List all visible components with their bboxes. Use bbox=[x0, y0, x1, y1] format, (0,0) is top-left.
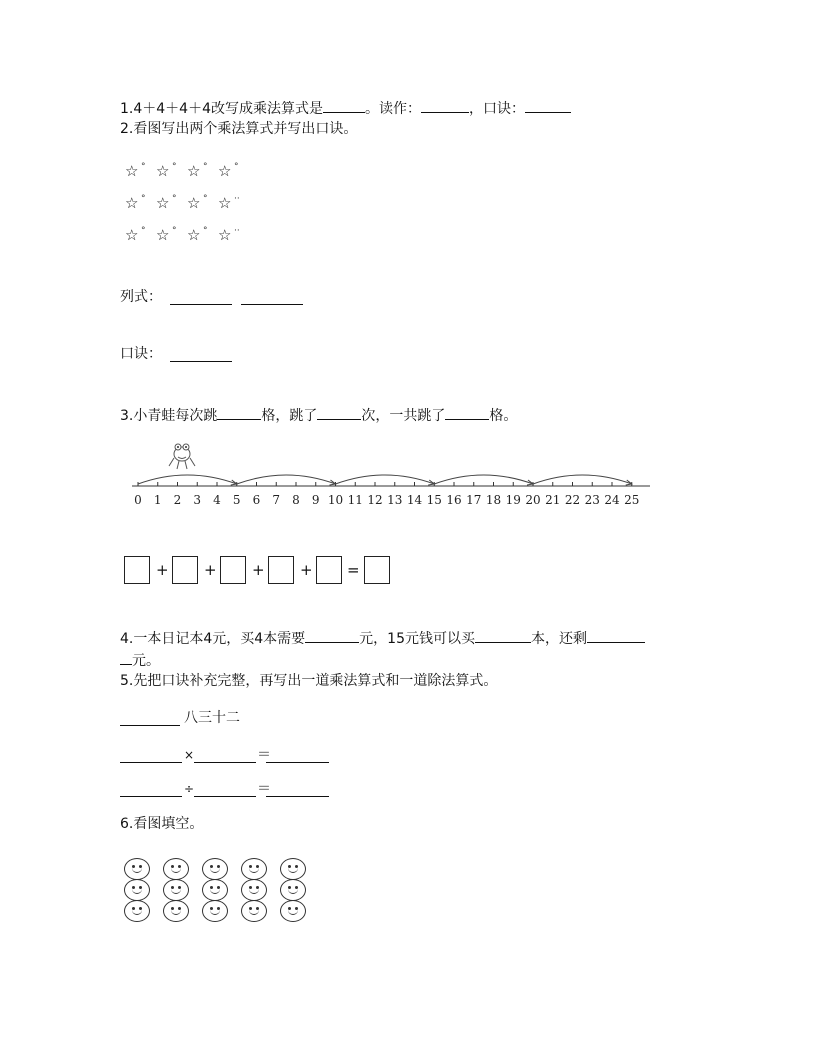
q3-part3: 次，一共跳了 bbox=[361, 408, 446, 424]
q3-part1: 3.小青蛙每次跳 bbox=[120, 408, 218, 424]
number-line-label: 0 bbox=[134, 493, 142, 507]
q3-blank-step[interactable] bbox=[217, 405, 261, 420]
number-line-label: 5 bbox=[232, 493, 241, 507]
q4-blank-remain-cont[interactable] bbox=[120, 650, 132, 665]
q2-formula-label: 列式： bbox=[120, 289, 162, 305]
q2-formula-blank-1[interactable] bbox=[170, 304, 232, 305]
q4-part3: 本，还剩 bbox=[531, 631, 587, 647]
q5-mul-blank-3[interactable] bbox=[266, 762, 329, 763]
q3-part2: 格，跳了 bbox=[261, 408, 318, 424]
star-icon: ☆ bbox=[156, 162, 170, 180]
answer-box[interactable] bbox=[124, 556, 150, 584]
q4-part2: 元，15元钱可以买 bbox=[359, 631, 475, 647]
number-line-label: 12 bbox=[367, 493, 383, 507]
q5-mul-eq: ＝ bbox=[257, 747, 271, 763]
q5-div-eq: ＝ bbox=[257, 781, 271, 797]
dot-mark: ·· bbox=[234, 226, 240, 236]
smiley-face-icon bbox=[202, 879, 228, 901]
smiley-face-icon bbox=[163, 858, 189, 880]
q5-mul-blank-2[interactable] bbox=[194, 762, 256, 763]
q5-div-sign: ÷ bbox=[184, 782, 195, 796]
smiley-face-icon bbox=[280, 900, 306, 922]
smiley-face-icon bbox=[124, 858, 150, 880]
smiley-face-icon bbox=[124, 900, 150, 922]
star-icon: ☆ bbox=[218, 194, 232, 212]
q3-part4: 格。 bbox=[489, 408, 518, 424]
star-icon: ☆ bbox=[187, 194, 201, 212]
dot-mark: ° bbox=[172, 226, 177, 236]
jump-arc bbox=[138, 475, 237, 484]
q5-mul-sign: × bbox=[184, 748, 195, 762]
dot-mark: ° bbox=[141, 226, 146, 236]
q3-number-line bbox=[120, 440, 660, 515]
jump-arc bbox=[533, 475, 632, 484]
answer-box[interactable] bbox=[364, 556, 390, 584]
dot-mark: ° bbox=[203, 226, 208, 236]
q1-read-label: 。读作： bbox=[365, 101, 421, 117]
number-line-label: 23 bbox=[584, 493, 600, 507]
q1-prefix: 1.4＋4＋4＋4改写成乘法算式是 bbox=[120, 101, 323, 117]
smiley-face-icon bbox=[163, 879, 189, 901]
star-icon: ☆ bbox=[218, 162, 232, 180]
number-line-label: 1 bbox=[153, 493, 162, 507]
jump-arc bbox=[336, 475, 435, 484]
smiley-face-icon bbox=[202, 858, 228, 880]
q2-title: 2.看图写出两个乘法算式并写出口诀。 bbox=[120, 121, 358, 137]
smiley-face-icon bbox=[241, 879, 267, 901]
smiley-face-icon bbox=[280, 858, 306, 880]
number-line-label: 24 bbox=[604, 493, 620, 507]
q4-line bbox=[120, 628, 645, 648]
plus-sign: + bbox=[300, 561, 313, 579]
smiley-face-icon bbox=[124, 879, 150, 901]
q4-blank-count[interactable] bbox=[475, 628, 531, 643]
star-icon: ☆ bbox=[125, 226, 139, 244]
number-line-label: 15 bbox=[426, 493, 442, 507]
star-icon: ☆ bbox=[156, 226, 170, 244]
plus-sign: + bbox=[252, 561, 265, 579]
star-icon: ☆ bbox=[156, 194, 170, 212]
q6-title: 6.看图填空。 bbox=[120, 816, 204, 832]
jump-arc bbox=[434, 475, 533, 484]
number-line-label: 14 bbox=[406, 493, 423, 507]
smiley-face-icon bbox=[280, 879, 306, 901]
number-line-label: 19 bbox=[505, 493, 521, 507]
answer-box[interactable] bbox=[172, 556, 198, 584]
number-line-label: 4 bbox=[213, 493, 221, 507]
q4-part4: 元。 bbox=[132, 653, 160, 669]
plus-sign: + bbox=[204, 561, 217, 579]
answer-box[interactable] bbox=[268, 556, 294, 584]
answer-box[interactable] bbox=[220, 556, 246, 584]
number-line-label: 11 bbox=[347, 493, 363, 507]
number-line-label: 3 bbox=[193, 493, 202, 507]
q2-rhyme-label: 口诀： bbox=[120, 346, 162, 362]
q1-answer-blank-read[interactable] bbox=[421, 98, 469, 113]
star-icon: ☆ bbox=[187, 162, 201, 180]
dot-mark: ° bbox=[172, 194, 177, 204]
q5-mul-blank-1[interactable] bbox=[120, 762, 182, 763]
q1-line bbox=[120, 98, 571, 118]
jump-arc bbox=[237, 475, 336, 484]
number-line-label: 2 bbox=[173, 493, 182, 507]
q2-formula-blank-2[interactable] bbox=[241, 304, 303, 305]
dot-mark: ° bbox=[141, 194, 146, 204]
smiley-face-icon bbox=[241, 900, 267, 922]
q5-div-blank-3[interactable] bbox=[266, 796, 329, 797]
q2-rhyme-blank[interactable] bbox=[170, 361, 232, 362]
star-icon: ☆ bbox=[218, 226, 232, 244]
q4-blank-cost[interactable] bbox=[305, 628, 359, 643]
star-icon: ☆ bbox=[125, 194, 139, 212]
number-line-label: 22 bbox=[564, 493, 581, 507]
q5-rhyme-blank[interactable] bbox=[120, 725, 180, 726]
equals-sign: = bbox=[347, 561, 360, 579]
q4-line-2 bbox=[120, 650, 160, 670]
number-line-label: 25 bbox=[624, 493, 640, 507]
q1-answer-blank-rhyme[interactable] bbox=[525, 98, 571, 113]
number-line-label: 20 bbox=[525, 493, 541, 507]
smiley-face-icon bbox=[163, 900, 189, 922]
q4-part1: 4.一本日记本4元，买4本需要 bbox=[120, 631, 306, 647]
dot-mark: ° bbox=[141, 162, 146, 172]
q3-blank-total[interactable] bbox=[445, 405, 489, 420]
star-icon: ☆ bbox=[125, 162, 139, 180]
plus-sign: + bbox=[156, 561, 169, 579]
number-line-label: 9 bbox=[311, 493, 320, 507]
answer-box[interactable] bbox=[316, 556, 342, 584]
frog-icon bbox=[169, 444, 195, 469]
q1-rhyme-label: ，口诀： bbox=[469, 101, 525, 117]
number-line-label: 10 bbox=[327, 493, 344, 507]
q5-div-blank-1[interactable] bbox=[120, 796, 182, 797]
q5-title: 5.先把口诀补充完整，再写出一道乘法算式和一道除法算式。 bbox=[120, 673, 498, 689]
dot-mark: ° bbox=[172, 162, 177, 172]
number-line-label: 6 bbox=[252, 493, 261, 507]
q4-blank-remain[interactable] bbox=[587, 628, 645, 643]
number-line-label: 16 bbox=[446, 493, 462, 507]
number-line-label: 7 bbox=[272, 493, 281, 507]
dot-mark: ° bbox=[203, 162, 208, 172]
number-line-label: 21 bbox=[545, 493, 561, 507]
smiley-face-icon bbox=[241, 858, 267, 880]
star-icon: ☆ bbox=[187, 226, 201, 244]
q3-line bbox=[120, 405, 517, 425]
number-line-label: 8 bbox=[292, 493, 300, 507]
q3-blank-times[interactable] bbox=[317, 405, 361, 420]
number-line-label: 17 bbox=[466, 493, 482, 507]
dot-mark: ·· bbox=[234, 194, 240, 204]
q5-rhyme: 八三十二 bbox=[184, 710, 240, 726]
dot-mark: ° bbox=[234, 162, 239, 172]
smiley-face-icon bbox=[202, 900, 228, 922]
q5-div-blank-2[interactable] bbox=[194, 796, 256, 797]
number-line-label: 18 bbox=[485, 493, 502, 507]
dot-mark: ° bbox=[203, 194, 208, 204]
q1-answer-blank-expression[interactable] bbox=[323, 98, 365, 113]
number-line-label: 13 bbox=[387, 493, 403, 507]
